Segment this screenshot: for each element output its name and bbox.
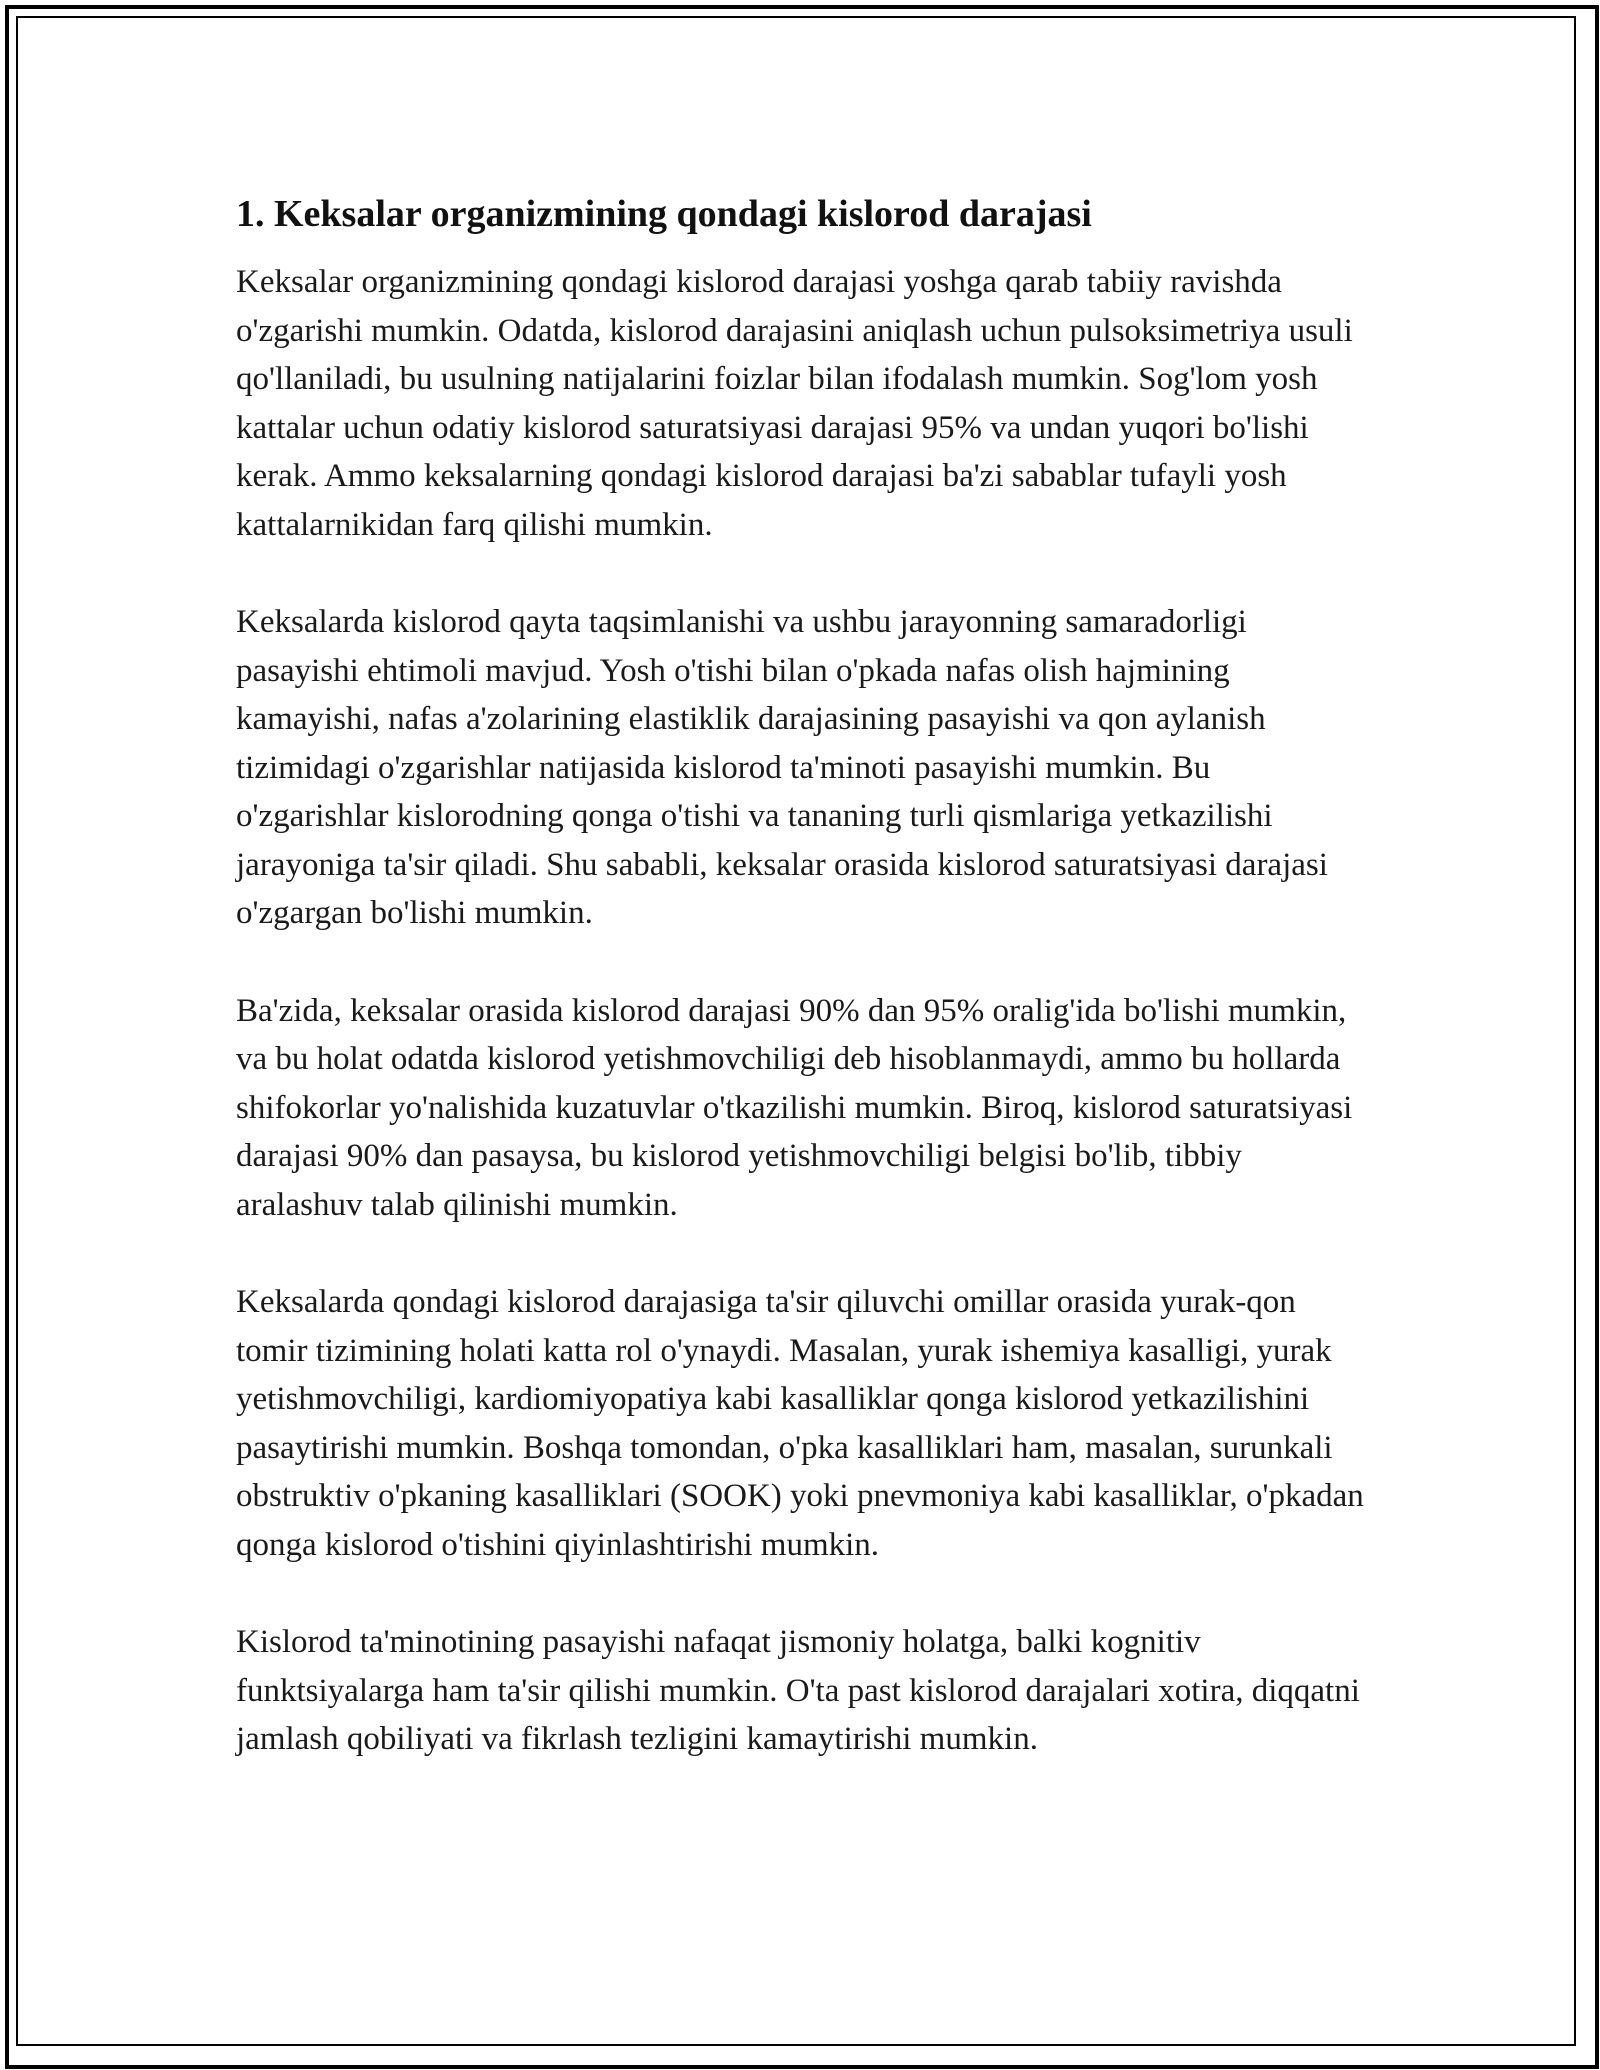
section-heading: 1. Keksalar organizmining qondagi kislorod darajasi: [236, 193, 1092, 235]
paragraph-1: Keksalar organizmining qondagi kislorod darajasi yoshga qarab tabiiy ravishda o'zgarishi mumkin. Odatda, kislorod darajasini aniqlash uchun pulsoksimetriya usuli qo'llaniladi, bu usulning natijalarini foizlar bilan ifodalash mumkin. Sog'lom yosh kattalar uchun odatiy kislorod saturatsiyasi darajasi 95% va undan yuqori bo'lishi kerak. Ammo keksalarning qondagi kislorod darajasi ba'zi sabablar tufayli yosh kattalarnikidan farq qilishi mumkin.: [236, 264, 1353, 543]
paragraph-5: Kislorod ta'minotining pasayishi nafaqat jismoniy holatga, balki kognitiv funktsiyalarga ham ta'sir qilishi mumkin. O'ta past kislorod darajalari xotira, diqqatni jamlash qobiliyati va fikrlash tezligini kamaytirishi mumkin.: [236, 1624, 1360, 1757]
paragraph-2: Keksalarda kislorod qayta taqsimlanishi va ushbu jarayonning samaradorligi pasayishi ehtimoli mavjud. Yosh o'tishi bilan o'pkada nafas olish hajmining kamayishi, nafas a'zolarining elastiklik darajasining pasayishi va qon aylanish tizimidagi o'zgarishlar natijasida kislorod ta'minoti pasayishi mumkin. Bu o'zgarishlar kislorodning qonga o'tishi va tananing turli qismlariga yetkazilishi jarayoniga ta'sir qiladi. Shu sababli, keksalar orasida kislorod saturatsiyasi darajasi o'zgargan bo'lishi mumkin.: [236, 604, 1328, 931]
paragraph-3: Ba'zida, keksalar orasida kislorod darajasi 90% dan 95% oralig'ida bo'lishi mumkin, va bu holat odatda kislorod yetishmovchiligi deb hisoblanmaydi, ammo bu hollarda shifokorlar yo'nalishida kuzatuvlar o'tkazilishi mumkin. Biroq, kislorod saturatsiyasi darajasi 90% dan pasaysa, bu kislorod yetishmovchiligi belgisi bo'lib, tibbiy aralashuv talab qilinishi mumkin.: [236, 992, 1353, 1223]
document-body: [236, 188, 1366, 1813]
paragraph-4: Keksalarda qondagi kislorod darajasiga ta'sir qiluvchi omillar orasida yurak-qon tomir tizimining holati katta rol o'ynaydi. Masalan, yurak ishemiya kasalligi, yurak yetishmovchiligi, kardiomiyopatiya kabi kasalliklar qonga kislorod yetkazilishini pasaytirishi mumkin. Boshqa tomondan, o'pka kasalliklari ham, masalan, surunkali obstruktiv o'pkaning kasalliklari (SOOK) yoki pnevmoniya kabi kasalliklar, o'pkadan qonga kislorod o'tishini qiyinlashtirishi mumkin.: [236, 1284, 1364, 1563]
